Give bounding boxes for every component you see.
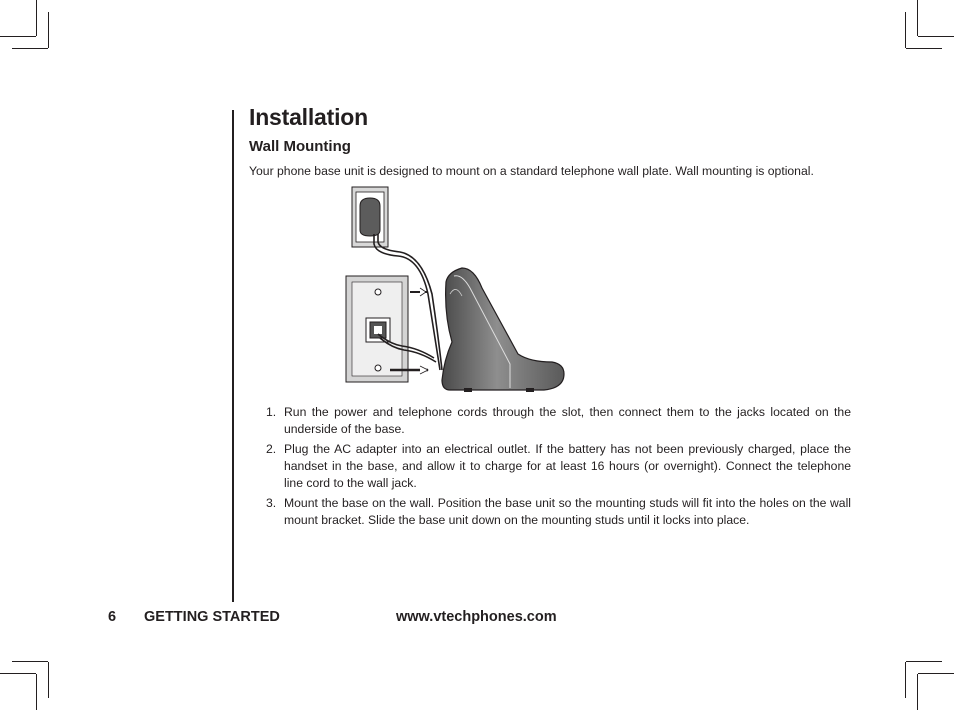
list-item	[266, 404, 851, 438]
wall-mount-illustration	[340, 184, 572, 398]
step-text: Mount the base on the wall. Position the base unit so the mounting studs will fit into the holes on the wall mount bracket. Slide the base unit down on the mounting studs until it locks into place.	[284, 496, 851, 527]
footer-url[interactable]: www.vtechphones.com	[396, 609, 557, 625]
crop-mark	[0, 673, 36, 674]
step-text: Plug the AC adapter into an electrical outlet. If the battery has not been previously charged, place the handset in the base, and allow it to charge for at least 16 hours (or overnight). Connect the telephone line cord to the wall jack.	[284, 442, 851, 490]
crop-mark	[36, 0, 37, 36]
step-number: 2.	[266, 442, 277, 456]
crop-mark	[0, 36, 36, 37]
crop-mark	[36, 674, 37, 710]
crop-mark	[48, 12, 49, 48]
crop-mark	[917, 674, 918, 710]
page-title: Installation	[249, 104, 369, 130]
crop-mark	[905, 662, 906, 698]
crop-mark	[48, 662, 49, 698]
instruction-list	[266, 404, 851, 532]
crop-mark	[12, 661, 48, 662]
wall-plate	[346, 276, 408, 382]
crop-mark	[918, 673, 954, 674]
intro-paragraph: Your phone base unit is designed to mount on a standard telephone wall plate. Wall mounting is optional.	[249, 164, 814, 178]
crop-mark	[905, 12, 906, 48]
phone-base	[442, 268, 564, 392]
page-number: 6	[108, 609, 117, 625]
margin-rule	[232, 110, 234, 602]
section-heading: Wall Mounting	[249, 138, 351, 155]
crop-mark	[918, 36, 954, 37]
crop-mark	[12, 48, 48, 49]
crop-mark	[906, 48, 942, 49]
step-number: 1.	[266, 405, 277, 419]
list-item	[266, 441, 851, 492]
step-text: Run the power and telephone cords through the slot, then connect them to the jacks located on the underside of the base.	[284, 405, 851, 436]
footer-section: GETTING STARTED	[144, 609, 280, 625]
step-number: 3.	[266, 496, 277, 510]
power-outlet	[352, 187, 388, 247]
list-item	[266, 495, 851, 529]
crop-mark	[917, 0, 918, 36]
crop-mark	[906, 661, 942, 662]
